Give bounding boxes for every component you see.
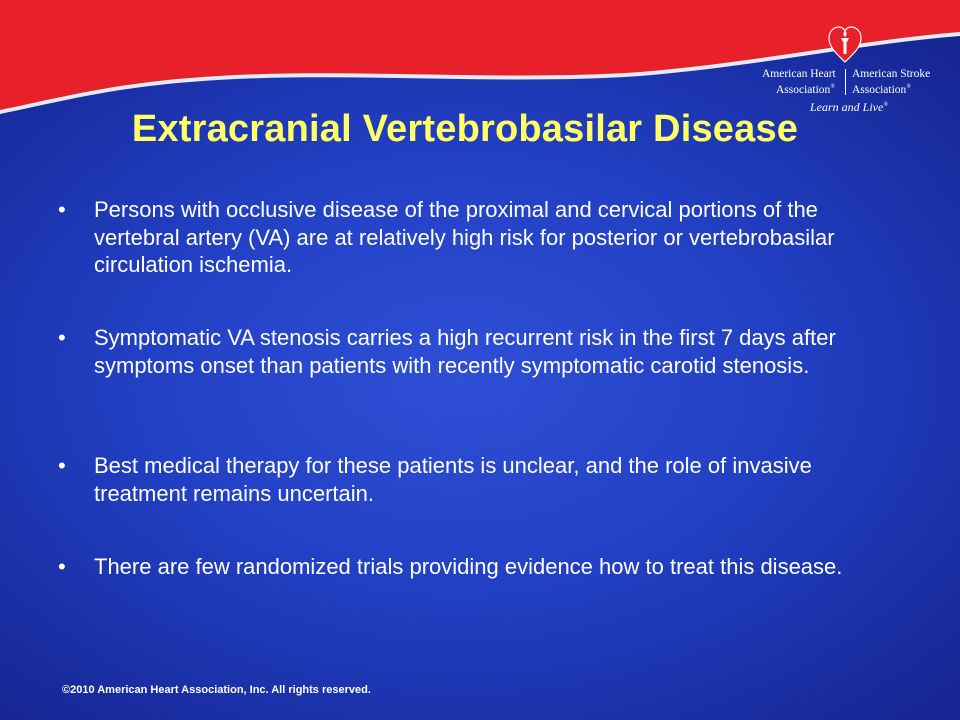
logo-divider — [845, 69, 846, 95]
bullet-text: Best medical therapy for these patients is unclear, and the role of invasive treatment remains uncertain. — [94, 453, 812, 506]
slide-title: Extracranial Vertebrobasilar Disease — [131, 108, 799, 150]
bullet-item — [58, 553, 842, 581]
asa-name: American Stroke Association® — [852, 68, 931, 96]
bullet-item — [58, 324, 908, 379]
heart-torch-icon — [828, 26, 862, 64]
bullet-text: There are few randomized trials providing evidence how to treat this disease. — [94, 554, 843, 579]
bullet-symbol: • — [58, 197, 66, 222]
logo-tagline: Learn and Live® — [810, 100, 888, 114]
bullet-symbol: • — [58, 453, 66, 478]
bullet-symbol: • — [58, 554, 66, 579]
bullet-symbol: • — [58, 325, 66, 350]
copyright-footer: ©2010 American Heart Association, Inc. All rights reserved. — [62, 684, 371, 696]
bullet-item — [58, 196, 908, 279]
bullet-item — [58, 452, 908, 507]
aha-name: American Heart Association® — [762, 68, 836, 96]
bullet-text: Persons with occlusive disease of the proximal and cervical portions of the vertebral artery (VA) are at relatively high risk for posterior or vertebrobasilar circulation ischemia. — [94, 197, 835, 277]
bullet-text: Symptomatic VA stenosis carries a high recurrent risk in the first 7 days after symptoms onset than patients with recently symptomatic carotid stenosis. — [94, 325, 836, 378]
